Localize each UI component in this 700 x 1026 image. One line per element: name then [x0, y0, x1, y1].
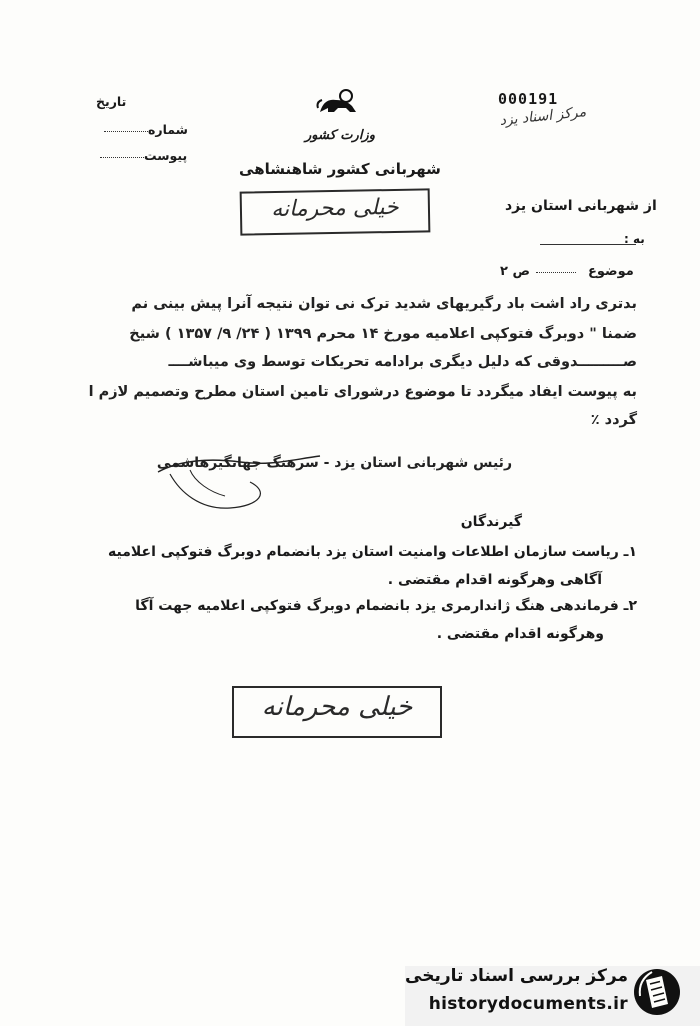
subject-dots [536, 272, 576, 273]
subject-label: موضوع [588, 264, 634, 279]
archive-center-title: مرکز بررسی اسناد تاریخی [405, 966, 628, 986]
handwritten-signature-icon [150, 452, 340, 512]
attachment-dots [100, 156, 144, 158]
number-field [100, 122, 188, 137]
recipient-2-line-1: ۲ـ فرماندهی هنگ ژاندارمری یزد بانضمام دوبرگ فتوکپی اعلامیه جهت آگا [135, 598, 637, 614]
lion-and-sun-emblem-icon [316, 88, 360, 116]
number-dots [104, 130, 148, 132]
body-line-2: ضمنا " دوبرگ فتوکپی اعلامیه مورخ ۱۴ محرم ۱۳۹۹ ( ۲۴/ ۹/ ۱۳۵۷ ) شیخ [129, 326, 637, 342]
date-field [96, 94, 126, 109]
body-line-3: صـــــــــدوقی که دلیل دیگری برادامه تحریکات توسط وی میباشــــ [168, 354, 637, 370]
date-label: تاریخ [96, 94, 127, 109]
archive-center-url: historydocuments.ir [428, 994, 628, 1014]
organization-name: شهربانی کشور شاهنشاهی [239, 160, 441, 178]
attachment-label: پیوست [144, 148, 188, 163]
to-underline [540, 244, 636, 245]
signature-line: رئیس شهربانی استان یزد - سرهنگ جهانگیرهاشمی [156, 455, 512, 471]
subject-value: ص ۲ [500, 264, 530, 279]
confidential-stamp-bottom: خیلی محرمانه [232, 686, 442, 738]
from-line: از شهربانی استان یزد [505, 198, 657, 214]
recipient-2-line-2: وهرگونه اقدام مقتضی . [436, 626, 604, 642]
recipient-1-line-1: ۱ـ ریاست سازمان اطلاعات وامنیت استان یزد بانضمام دوبرگ فتوکپی اعلامیه [108, 544, 637, 560]
body-line-5: گردد ٪ [590, 412, 637, 428]
number-label: شماره [148, 122, 188, 137]
confidential-stamp-top: خیلی محرمانه [240, 188, 431, 235]
to-line: به : [624, 232, 645, 246]
ministry-name: وزارت کشور [305, 128, 375, 143]
recipient-1-line-2: آگاهی وهرگونه اقدام مقتضی . [387, 572, 602, 588]
body-line-1: بدتری راد اشت باد رگیریهای شدید ترک نی توان نتیجه آنرا پیش بینی نم [131, 296, 637, 312]
body-line-4: به پیوست ایفاد میگردد تا موضوع درشورای تامین استان مطرح وتصمیم لازم ا [88, 384, 637, 400]
archive-note: مرکز اسناد یزد [498, 104, 587, 130]
attachment-field [96, 148, 187, 163]
document-archive-logo-icon [632, 966, 682, 1018]
recipients-heading: گیرندگان [460, 514, 522, 530]
document-number: 000191 [498, 90, 559, 108]
